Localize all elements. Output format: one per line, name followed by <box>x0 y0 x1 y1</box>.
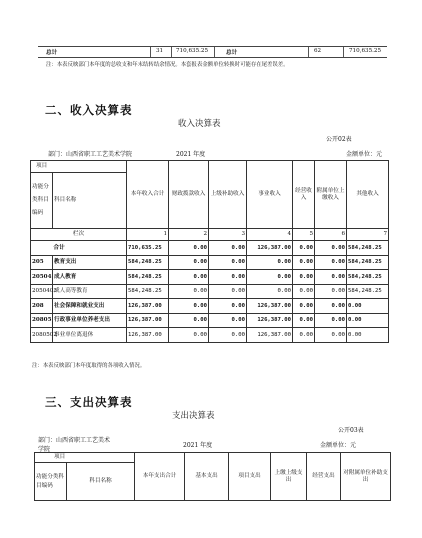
divider <box>214 47 215 57</box>
row-value: 0.00 <box>169 299 209 314</box>
row-value: 0.00 <box>209 270 247 285</box>
expense-col-basic: 基本支出 <box>185 453 229 501</box>
row-value: 0.00 <box>315 313 347 328</box>
row-value: 584,248.25 <box>347 284 389 299</box>
row-value: 0.00 <box>315 284 347 299</box>
row-value: 126,387.00 <box>247 328 293 343</box>
row-code: 20805 <box>31 313 53 328</box>
row-value: 584,248.25 <box>127 270 169 285</box>
expense-dept-line1: 部门：山西省职工工艺美术 <box>38 437 111 444</box>
expense-head-code: 功能分类科目编码 <box>35 463 67 501</box>
income-col-total: 本年收入合计 <box>127 161 169 229</box>
income-colnum: 5 <box>293 229 315 241</box>
row-code: 20504 <box>31 270 53 285</box>
top-left-label: 总计 <box>46 50 58 56</box>
divider <box>308 47 309 57</box>
expense-head-xiangmu: 项目 <box>35 453 135 463</box>
income-head-code: 功能分类科目编码 <box>31 173 53 229</box>
row-value: 584,248.25 <box>347 255 389 270</box>
row-code: 208 <box>31 299 53 314</box>
expense-dept-line2: 学院 <box>38 446 51 453</box>
expense-col-remit: 上缴上级支出 <box>271 453 307 501</box>
income-colnum: 2 <box>169 229 209 241</box>
expense-section-heading: 三、支出决算表 <box>45 395 133 409</box>
row-value: 0.00 <box>347 328 389 343</box>
row-value: 0.00 <box>247 284 293 299</box>
top-right-amount: 710,635.25 <box>349 48 382 54</box>
top-left-code: 31 <box>156 48 164 54</box>
income-unit: 金额单位：元 <box>346 151 383 158</box>
row-value: 0.00 <box>169 241 209 256</box>
row-name: 社会保障和就业支出 <box>53 299 127 314</box>
expense-unit: 金额单位：元 <box>320 442 357 449</box>
income-col-superior: 上级补助收入 <box>209 161 247 229</box>
row-value: 0.00 <box>209 255 247 270</box>
row-value: 584,248.25 <box>347 241 389 256</box>
income-colnum: 1 <box>127 229 169 241</box>
row-name: 合计 <box>53 241 127 256</box>
row-value: 0.00 <box>293 299 315 314</box>
row-value: 126,387.00 <box>127 299 169 314</box>
table-row <box>31 284 389 299</box>
income-form-no: 公开02表 <box>326 136 352 143</box>
income-lanci: 栏次 <box>31 229 127 241</box>
row-value: 0.00 <box>209 241 247 256</box>
row-name: 行政事业单位养老支出 <box>53 313 127 328</box>
row-code: 205 <box>31 255 53 270</box>
row-value: 0.00 <box>247 270 293 285</box>
row-name: 教育支出 <box>53 255 127 270</box>
table-row <box>31 241 389 256</box>
income-table <box>30 160 389 343</box>
income-dept: 部门：山西省职工工艺美术学院 <box>48 151 133 158</box>
row-value: 0.00 <box>315 299 347 314</box>
row-name: 成人教育 <box>53 270 127 285</box>
row-value: 0.00 <box>209 328 247 343</box>
table-row <box>31 299 389 314</box>
income-note: 注：本表反映部门本年度取得的各项收入情况。 <box>32 363 146 369</box>
row-value: 0.00 <box>209 284 247 299</box>
income-year: 2021 年度 <box>176 151 206 158</box>
row-code <box>31 241 53 256</box>
expense-year: 2021 年度 <box>183 442 213 449</box>
income-col-business: 事业收入 <box>247 161 293 229</box>
divider <box>343 47 344 57</box>
top-summary-row <box>38 46 387 58</box>
row-name: 事业单位离退休 <box>53 328 127 343</box>
row-value: 0.00 <box>209 313 247 328</box>
row-value: 0.00 <box>293 255 315 270</box>
row-value: 0.00 <box>293 284 315 299</box>
income-col-other: 其他收入 <box>347 161 389 229</box>
row-value: 0.00 <box>293 313 315 328</box>
row-value: 0.00 <box>247 255 293 270</box>
income-head-xiangmu: 项目 <box>31 161 127 173</box>
row-value: 126,387.00 <box>127 328 169 343</box>
row-value: 0.00 <box>209 299 247 314</box>
row-code: 2080502 <box>31 328 53 343</box>
table-row <box>31 270 389 285</box>
income-head-name: 科目名称 <box>53 173 127 229</box>
row-name: 成人高等教育 <box>53 284 127 299</box>
row-value: 0.00 <box>293 270 315 285</box>
divider <box>150 47 151 57</box>
income-colnum: 7 <box>347 229 389 241</box>
table-row <box>31 255 389 270</box>
top-note: 注：本表反映部门本年度的总收支和年末结转结余情况。本套报表金额单位转换时可能存在尾差误差。 <box>46 62 289 68</box>
expense-table <box>34 452 391 501</box>
row-value: 0.00 <box>347 313 389 328</box>
row-value: 0.00 <box>315 270 347 285</box>
row-value: 0.00 <box>347 299 389 314</box>
row-value: 584,248.25 <box>347 270 389 285</box>
income-section-heading: 二、收入决算表 <box>45 103 133 117</box>
top-right-label: 总计 <box>226 50 238 56</box>
income-table-title: 收入决算表 <box>178 119 221 129</box>
row-value: 0.00 <box>169 270 209 285</box>
income-colnum: 6 <box>315 229 347 241</box>
row-value: 126,387.00 <box>127 313 169 328</box>
row-value: 0.00 <box>315 328 347 343</box>
row-value: 126,387.00 <box>247 299 293 314</box>
row-value: 0.00 <box>315 255 347 270</box>
row-value: 584,248.25 <box>127 255 169 270</box>
row-value: 126,387.00 <box>247 241 293 256</box>
row-value: 0.00 <box>169 284 209 299</box>
income-col-operating: 经营收入 <box>293 161 315 229</box>
row-value: 0.00 <box>169 328 209 343</box>
expense-col-affiliate: 对附属单位补助支出 <box>341 453 391 501</box>
divider <box>171 47 172 57</box>
income-colnum: 3 <box>209 229 247 241</box>
row-value: 126,387.00 <box>247 313 293 328</box>
income-col-fiscal: 财政拨款收入 <box>169 161 209 229</box>
expense-col-project: 项目支出 <box>229 453 271 501</box>
top-right-code: 62 <box>314 48 322 54</box>
row-value: 0.00 <box>169 313 209 328</box>
row-value: 0.00 <box>293 241 315 256</box>
top-left-amount: 710,635.25 <box>176 48 209 54</box>
income-colnum: 4 <box>247 229 293 241</box>
expense-head-name: 科目名称 <box>67 463 135 501</box>
row-value: 584,248.25 <box>127 284 169 299</box>
row-value: 0.00 <box>169 255 209 270</box>
expense-form-no: 公开03表 <box>338 427 364 434</box>
table-row <box>31 328 389 343</box>
income-col-affiliate: 附属单位上缴收入 <box>315 161 347 229</box>
row-value: 0.00 <box>315 241 347 256</box>
table-row <box>31 313 389 328</box>
expense-table-title: 支出决算表 <box>172 411 215 421</box>
expense-col-operating: 经营支出 <box>307 453 341 501</box>
row-value: 710,635.25 <box>127 241 169 256</box>
row-code: 2050403 <box>31 284 53 299</box>
row-value: 0.00 <box>293 328 315 343</box>
expense-col-total: 本年支出合计 <box>135 453 185 501</box>
